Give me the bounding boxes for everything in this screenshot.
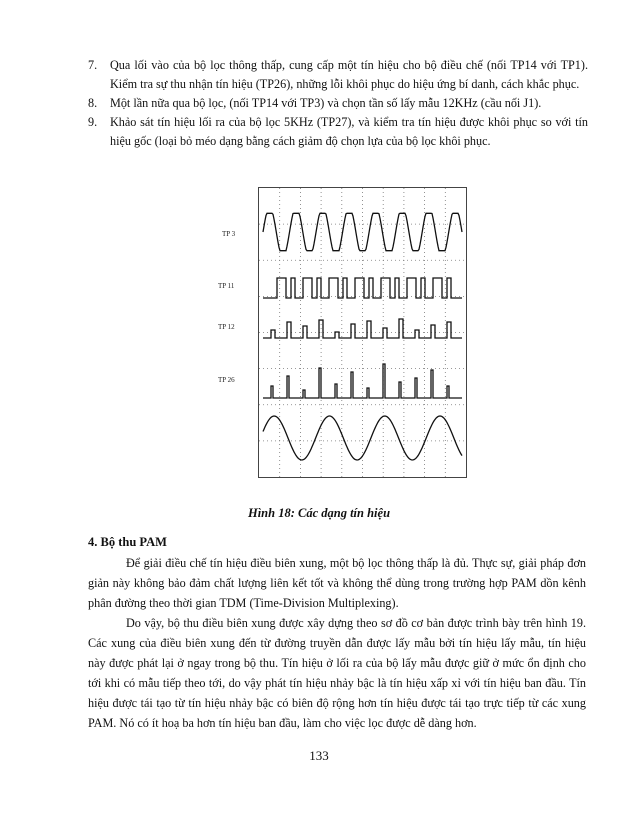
list-item-text: Một lần nữa qua bộ lọc, (nối TP14 với TP3) và chọn tần số lấy mẫu 12KHz (cầu nối J1).: [110, 96, 542, 110]
trace-label-tp11: TP 11: [218, 282, 235, 290]
trace-label-tp3: TP 3: [222, 230, 236, 238]
procedure-list: [88, 56, 588, 151]
list-item: [88, 94, 588, 113]
oscilloscope-figure: [210, 187, 468, 479]
list-item-number: 9.: [88, 115, 98, 129]
trace-reconstructed: [263, 416, 462, 460]
list-item-number: 8.: [88, 96, 98, 110]
body-paragraph: Để giải điều chế tín hiệu điều biên xung, một bộ lọc thông thấp là đủ. Thực sự, giải pháp đơn giản này không bảo đảm chất lượng liên kết tốt và không thể dùng trong trường hợp PAM dồn kênh phân đường theo thời gian TDM (Time-Division Multiplexing).: [88, 556, 586, 610]
list-item: [88, 56, 588, 94]
body-paragraph: Do vậy, bộ thu điều biên xung được xây dựng theo sơ đồ cơ bản được trình bày trên hình 19. Các xung của điều biên xung đến từ đường truyền dẫn được lấy mẫu bởi tín hiệu lấy mẫu, tín hiệu này được phát lại ở ngay trong bộ thu. Tín hiệu ở lối ra của bộ lấy mẫu được giữ ở mức ổn định cho tới khi có mẫu tiếp theo tới, do vậy phát tín hiệu nhảy bậc là tín hiệu xấp xỉ với tín hiệu ban đầu. Tín hiệu được tái tạo từ tín hiệu nhảy bậc có biên độ rộng hơn tín hiệu được tái tạo trực tiếp từ các xung PAM. Nó có ít hoạ ba hơn tín hiệu ban đầu, làm cho việc lọc được dễ dàng hơn.: [88, 616, 586, 730]
list-item-text: Qua lối vào của bộ lọc thông thấp, cung cấp một tín hiệu cho bộ điều chế (nối TP14 với TP1). Kiểm tra sự thu nhận tín hiệu (TP26), những lỗi khôi phục do hiệu ứng bí danh, cách khắc phục.: [110, 58, 588, 91]
trace-label-tp12: TP 12: [218, 323, 235, 331]
oscilloscope-graticule: [259, 188, 466, 477]
oscilloscope-screen: [258, 187, 467, 478]
page-number: 133: [309, 748, 329, 763]
figure-caption: Hình 18: Các dạng tín hiệu: [247, 506, 391, 520]
section-heading: 4. Bộ thu PAM: [88, 535, 167, 549]
list-item-number: 7.: [88, 58, 98, 72]
list-item: [88, 113, 588, 151]
list-item-text: Khảo sát tín hiệu lối ra của bộ lọc 5KHz (TP27), và kiểm tra tín hiệu được khôi phục so với tín hiệu gốc (loại bỏ méo dạng bằng cách giảm độ chọn lựa của bộ lọc khôi phục.: [110, 115, 588, 148]
trace-label-tp26: TP 26: [218, 376, 235, 384]
